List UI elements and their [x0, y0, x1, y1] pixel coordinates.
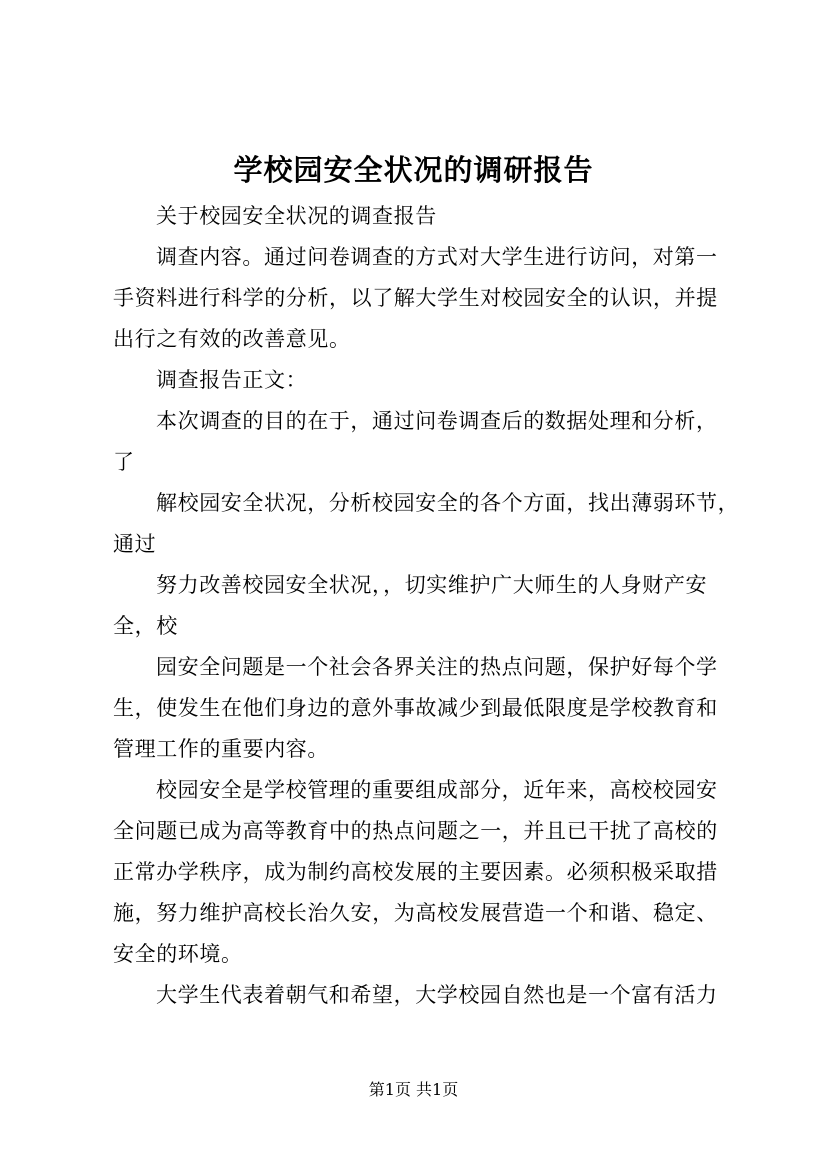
paragraph-line: 大学生代表着朝气和希望，大学校园自然也是一个富有活力 [156, 983, 718, 1007]
document-body [113, 196, 741, 1016]
paragraph-line: 校园安全是学校管理的重要组成部分，近年来，高校校园安 [156, 778, 718, 802]
paragraph-line: 关于校园安全状况的调查报告 [156, 204, 437, 228]
paragraph-line: 解校园安全状况，分析校园安全的各个方面，找出薄弱环节， [156, 491, 740, 515]
paragraph-line: 全，校 [113, 614, 178, 638]
paragraph-line: 出行之有效的改善意见。 [113, 327, 351, 351]
paragraph-line: 调查报告正文： [156, 368, 308, 392]
paragraph-line: 管理工作的重要内容。 [113, 737, 329, 761]
paragraph-line: 安全的环境。 [113, 942, 243, 966]
paragraph-line: 本次调查的目的在于，通过问卷调查后的数据处理和分析， [156, 409, 718, 433]
paragraph-line: 全问题已成为高等教育中的热点问题之一，并且已干扰了高校的 [113, 819, 718, 843]
paragraph-line: 手资料进行科学的分析，以了解大学生对校园安全的认识，并提 [113, 286, 718, 310]
paragraph-line: 施，努力维护高校长治久安，为高校发展营造一个和谐、稳定、 [113, 901, 718, 925]
page-footer: 第1页 共1页 [368, 1080, 459, 1099]
document-title: 学校园安全状况的调研报告 [233, 153, 594, 187]
paragraph-line: 正常办学秩序，成为制约高校发展的主要因素。必须积极采取措 [113, 860, 718, 884]
paragraph-line: 生，使发生在他们身边的意外事故减少到最低限度是学校教育和 [113, 696, 718, 720]
paragraph-line: 调查内容。通过问卷调查的方式对大学生进行访问，对第一 [156, 245, 718, 269]
paragraph-line: 园安全问题是一个社会各界关注的热点问题，保护好每个学 [156, 655, 718, 679]
paragraph-line: 努力改善校园安全状况，，切实维护广大师生的人身财产安 [156, 573, 708, 597]
paragraph-line: 通过 [113, 532, 157, 556]
paragraph-line: 了 [113, 450, 135, 474]
